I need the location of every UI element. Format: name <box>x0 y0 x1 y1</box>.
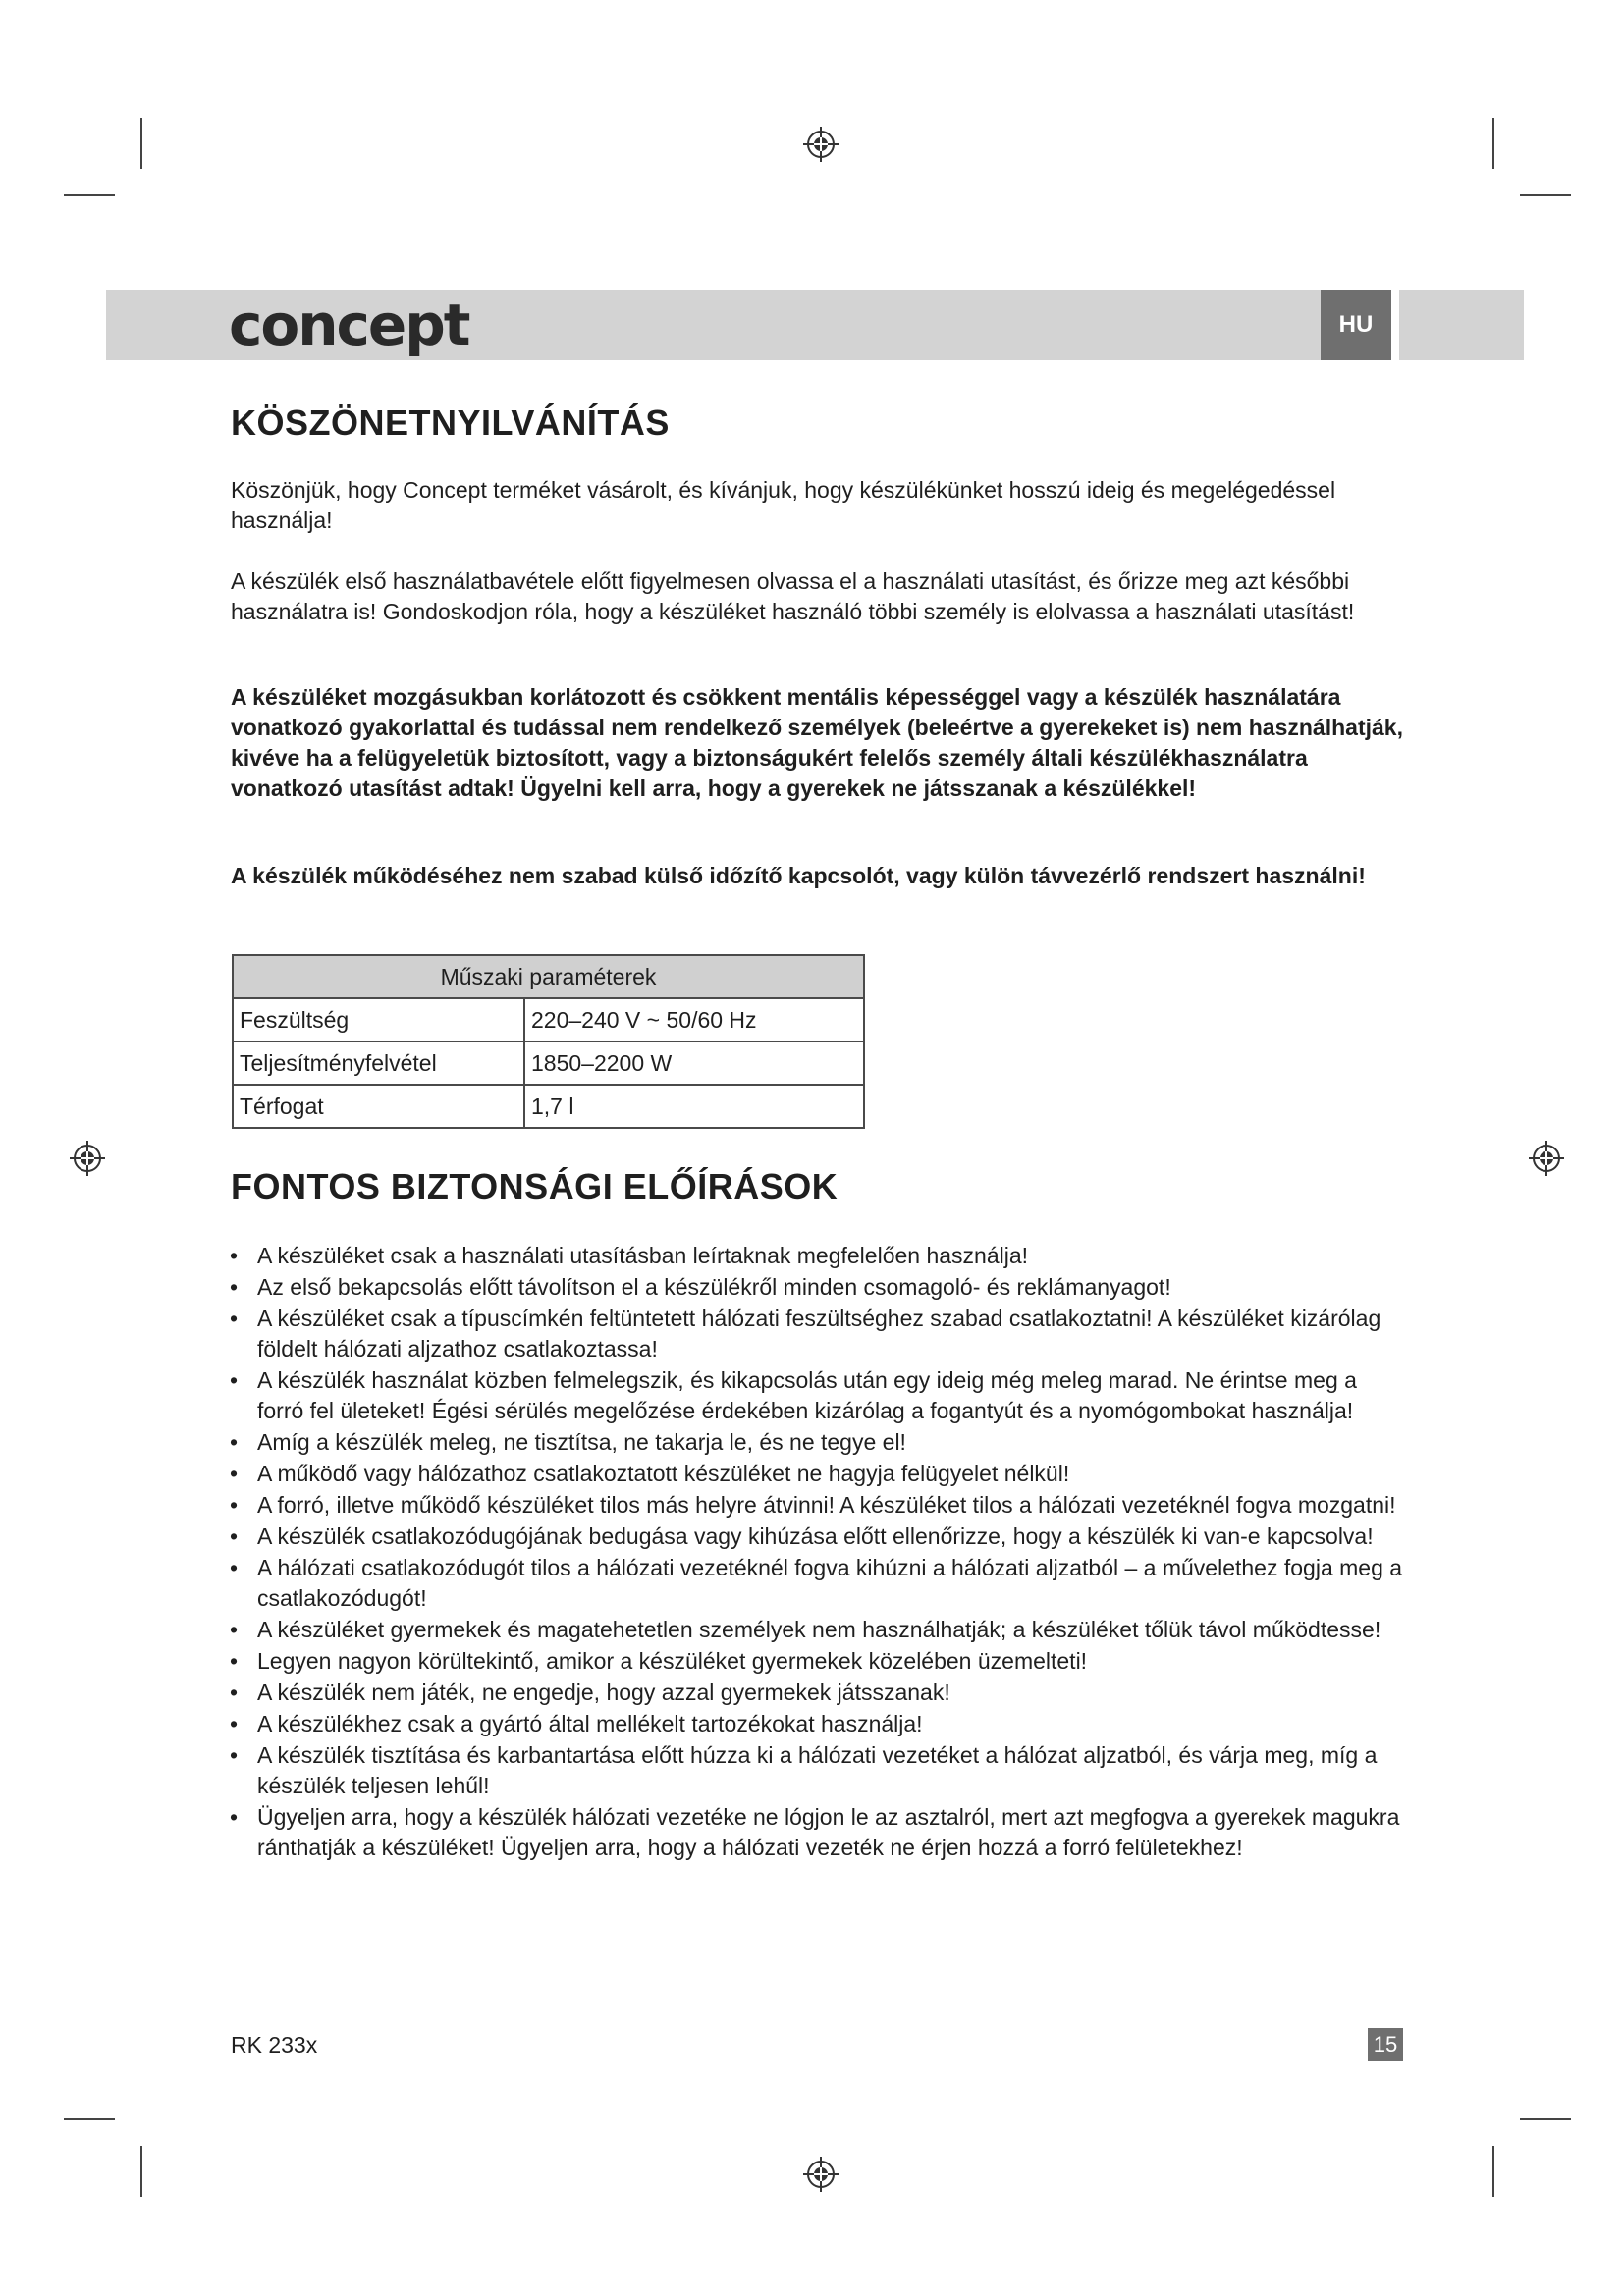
specs-table-title: Műszaki paraméterek <box>233 955 864 998</box>
list-item: • A működő vagy hálózathoz csatlakoztatott készüléket ne hagyja felügyelet nélkül! <box>228 1459 1406 1489</box>
list-item: • Ügyeljen arra, hogy a készülék hálózati vezetéke ne lógjon le az asztalról, mert azt megfogva a gyerekek magukra ránthatják a készüléket! Ügyeljen arra, hogy a hálózati vezeték ne érjen hozzá a forró felületekhez! <box>228 1802 1406 1863</box>
spec-label: Feszültség <box>233 998 524 1041</box>
table-row <box>233 998 864 1041</box>
list-item: • A készüléket gyermekek és magatehetetlen személyek nem használhatják; a készüléket tőlük távol működtesse! <box>228 1615 1406 1645</box>
list-item: • A készülék nem játék, ne engedje, hogy azzal gyermekek játsszanak! <box>228 1678 1406 1708</box>
list-item: • Az első bekapcsolás előtt távolítson el a készülékről minden csomagoló- és reklámanyagot! <box>228 1272 1406 1303</box>
model-number: RK 233x <box>231 2032 318 2057</box>
table-row <box>233 1041 864 1085</box>
crop-mark <box>140 118 142 169</box>
spec-value: 1,7 l <box>524 1085 864 1128</box>
list-item: • A készülék tisztítása és karbantartása előtt húzza ki a hálózati vezetéket a hálózat aljzatból, és várja meg, míg a készülék teljesen lehűl! <box>228 1740 1406 1801</box>
section-title-thanks: KÖSZÖNETNYILVÁNÍTÁS <box>231 402 670 443</box>
section-title-safety: FONTOS BIZTONSÁGI ELŐÍRÁSOK <box>231 1166 839 1206</box>
crop-mark <box>1520 194 1571 196</box>
spec-value: 1850–2200 W <box>524 1041 864 1085</box>
list-item: • A készülék csatlakozódugójának bedugása vagy kihúzása előtt ellenőrizze, hogy a készülék ki van-e kapcsolva! <box>228 1522 1406 1552</box>
list-item: • Legyen nagyon körültekintő, amikor a készüléket gyermekek közelében üzemelteti! <box>228 1646 1406 1677</box>
list-item: • Amíg a készülék meleg, ne tisztítsa, ne takarja le, és ne tegye el! <box>228 1427 1406 1458</box>
spec-label: Térfogat <box>233 1085 524 1128</box>
page-number: 15 <box>1368 2028 1403 2061</box>
spec-value: 220–240 V ~ 50/60 Hz <box>524 998 864 1041</box>
list-item: • A készüléket csak a típuscímkén feltüntetett hálózati feszültséghez szabad csatlakoztatni! A készüléket kizárólag földelt hálózati aljzathoz csatlakoztassa! <box>228 1304 1406 1364</box>
registration-mark-icon <box>1527 1139 1566 1178</box>
warning-paragraph: A készüléket mozgásukban korlátozott és csökkent mentális képességgel vagy a készülék használatára vonatkozó gyakorlattal és tudással nem rendelkező személyek (beleértve a gyerekeket is) nem használhatják, kivéve ha a felügyeletük biztosított, vagy a biztonságukért felelős személy általi készülékhasználatra vonatkozó utasítást adtak! Ügyelni kell arra, hogy a gyerekek ne játsszanak a készülékkel! <box>231 684 1403 801</box>
header-divider <box>1391 290 1399 360</box>
specs-table-header <box>233 955 864 998</box>
crop-mark <box>140 2146 142 2197</box>
table-row <box>233 1085 864 1128</box>
list-item: • A hálózati csatlakozódugót tilos a hálózati vezetéknél fogva kihúzni a hálózati aljzatból – a művelethez fogja meg a csatlakozódugót! <box>228 1553 1406 1614</box>
intro-paragraph: Köszönjük, hogy Concept terméket vásárolt, és kívánjuk, hogy készülékünket hosszú ideig és megelégedéssel használja! <box>231 477 1336 533</box>
instructions-paragraph: A készülék első használatbavétele előtt figyelmesen olvassa el a használati utasítást, és őrizze meg azt későbbi használatra is! Gondoskodjon róla, hogy a készüléket használó többi személy is elolvassa a használati utasítást! <box>231 568 1355 624</box>
safety-list <box>228 1241 1406 1864</box>
language-badge: HU <box>1321 290 1391 360</box>
registration-mark-icon <box>801 2155 840 2194</box>
registration-mark-icon <box>801 125 840 164</box>
timer-warning-paragraph: A készülék működéséhez nem szabad külső időzítő kapcsolót, vagy külön távvezérlő rendszert használni! <box>231 863 1366 888</box>
list-item: • A készülékhez csak a gyártó által mellékelt tartozékokat használja! <box>228 1709 1406 1739</box>
list-item: • A forró, illetve működő készüléket tilos más helyre átvinni! A készüléket tilos a hálózati vezetéknél fogva mozgatni! <box>228 1490 1406 1521</box>
crop-mark <box>1520 2118 1571 2120</box>
list-item: • A készüléket csak a használati utasításban leírtaknak megfelelően használja! <box>228 1241 1406 1271</box>
brand-logo: concept <box>229 292 469 358</box>
crop-mark <box>64 194 115 196</box>
specs-table <box>232 954 865 1129</box>
crop-mark <box>1492 2146 1494 2197</box>
spec-label: Teljesítményfelvétel <box>233 1041 524 1085</box>
crop-mark <box>64 2118 115 2120</box>
registration-mark-icon <box>68 1139 107 1178</box>
list-item: • A készülék használat közben felmelegszik, és kikapcsolás után egy ideig még meleg marad. Ne érintse meg a forró fel ületeket! Égési sérülés megelőzése érdekében kizárólag a fogantyút és a nyomógombokat használja! <box>228 1365 1406 1426</box>
crop-mark <box>1492 118 1494 169</box>
